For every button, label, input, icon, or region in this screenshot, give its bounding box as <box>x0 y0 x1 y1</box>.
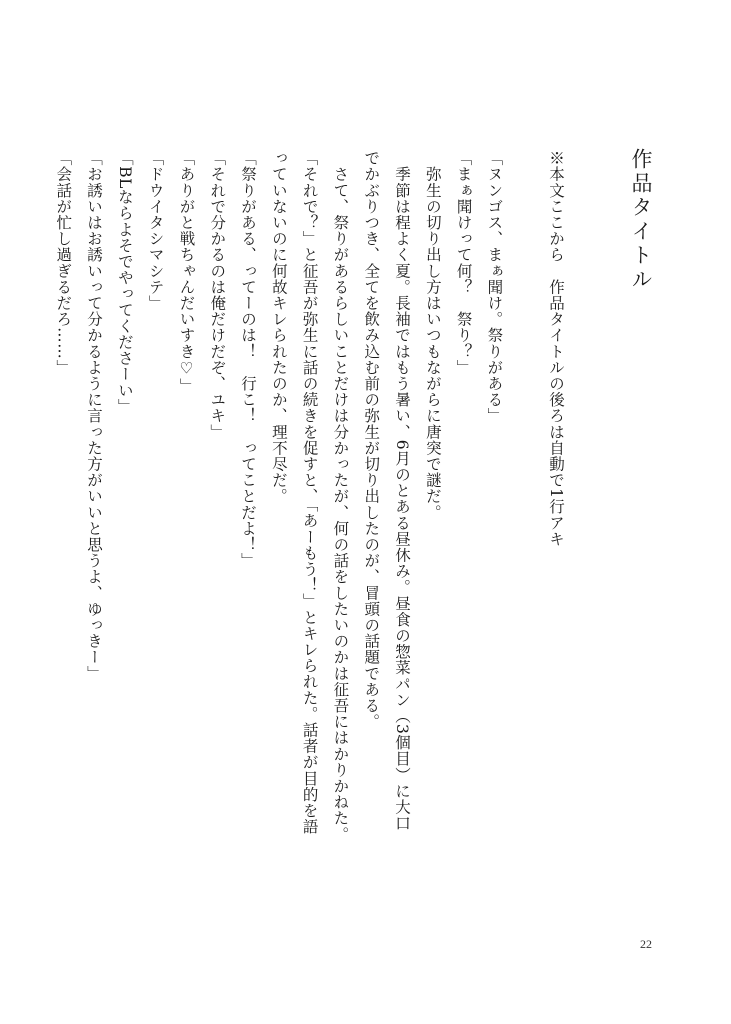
page-number: 22 <box>640 937 652 951</box>
text-line: 「お誘いはお誘いって分かるように言った方がいいと思うよ、ゆっきー」 <box>85 150 104 682</box>
body-text <box>47 150 571 890</box>
blank-line <box>509 150 540 890</box>
note-line: ※本文ここから 作品タイトルの後ろは自動で1行アキ <box>547 150 565 547</box>
text-line: 「まぁ聞けって何？ 祭り？」 <box>454 150 473 376</box>
text-line: 「祭りがある、ってーのは！ 行こ！ ってことだよ！」 <box>239 150 258 569</box>
text-line: 「それで分かるのは俺だけだぞ、ユキ」 <box>208 150 227 440</box>
text-line: 「ありがと戦ちゃんだいすき♡」 <box>177 150 196 394</box>
text-line: でかぶりつき、全てを飲み込む前の弥生が切り出したのが、冒頭の話題である。 <box>362 150 381 730</box>
work-title: 作品タイトル <box>629 148 653 292</box>
text-line: 「会話が忙し過ぎるだろ……」 <box>54 150 73 376</box>
text-line: 「ヌンゴス、まぁ聞け。祭りがある」 <box>485 150 504 424</box>
text-line: 「BLならよそでやってくださーい」 <box>115 150 134 415</box>
text-line: 季節は程よく夏。長袖ではもう暑い、6月のとある昼休み。昼食の惣菜パン（3個目）に大口 <box>393 150 412 832</box>
text-line: っていないのに何故キレられたのか、理不尽だ。 <box>269 150 288 505</box>
text-line: 弥生の切り出し方はいつもながらに唐突で謎だ。 <box>423 150 442 521</box>
text-line: 「ドウイタシマシテ」 <box>146 150 165 311</box>
text-line: 「それで？」と征吾が弥生に話の続きを促すと、「あーもう！」とキレられた。話者が目的を語 <box>300 150 319 835</box>
text-line: さて、祭りがあるらしいことだけは分かったが、何の話をしたいのかは征吾にはかりかねた。 <box>331 150 350 843</box>
